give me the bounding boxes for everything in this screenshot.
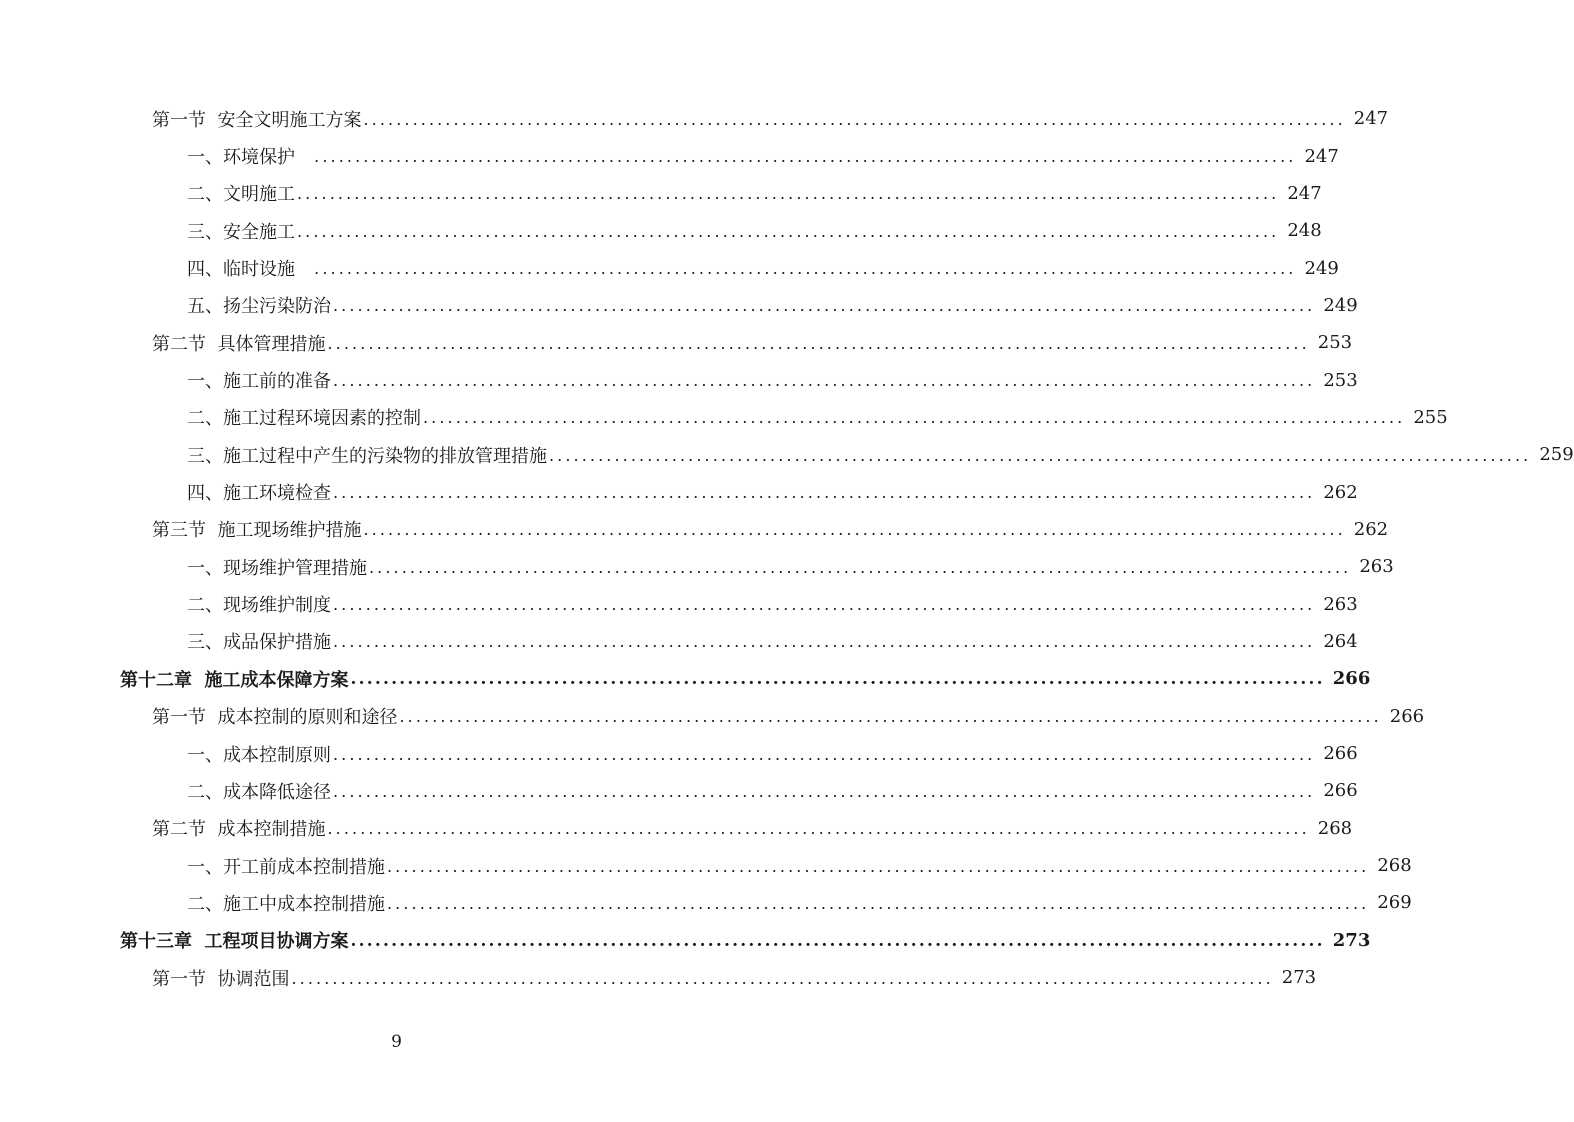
dot-leader: ........................................................................................................................ — [350, 669, 1325, 690]
toc-entry-title: 第一节 安全文明施工方案 — [152, 109, 362, 131]
toc-entry — [0, 287, 1358, 324]
toc-entry-title: 第三节 施工现场维护措施 — [152, 520, 362, 542]
toc-entry — [0, 324, 1353, 361]
toc-entry-page: 263 — [1323, 593, 1358, 615]
dot-leader: ........................................................................................................................ — [350, 930, 1325, 951]
toc-entry-page: 259 — [1539, 444, 1574, 466]
dot-leader: ........................................................................................................................ — [363, 520, 1346, 540]
toc-entry-page: 247 — [1353, 108, 1389, 130]
toc-entry — [0, 698, 1425, 735]
page-number: 9 — [391, 1032, 402, 1052]
toc-entry-title: 二、成本降低途径 — [187, 781, 331, 803]
toc-entry-title: 三、成品保护措施 — [187, 632, 331, 654]
dot-leader: ........................................................................................................................ — [333, 781, 1316, 801]
toc-entry-page: 273 — [1281, 967, 1317, 989]
toc-entry-title: 一、成本控制原则 — [187, 744, 331, 766]
toc-entry-title: 一、施工前的准备 — [187, 371, 331, 393]
dot-leader: ........................................................................................................................ — [369, 557, 1352, 577]
toc-entry-title: 第二节 具体管理措施 — [152, 333, 326, 355]
toc-entry-page: 273 — [1332, 929, 1371, 951]
toc-entry — [0, 100, 1389, 137]
toc-entry-page: 247 — [1304, 145, 1339, 167]
toc-entry-title: 四、临时设施 — [187, 259, 313, 281]
toc-entry-page: 263 — [1359, 556, 1394, 578]
toc-entry-page: 266 — [1323, 780, 1358, 802]
toc-entry — [0, 175, 1322, 212]
toc-entry-title: 三、施工过程中产生的污染物的排放管理措施 — [187, 445, 547, 467]
toc-entry — [0, 137, 1339, 174]
dot-leader: ........................................................................................................................ — [333, 483, 1316, 503]
toc-entry — [0, 922, 1371, 959]
toc-entry-title: 二、现场维护制度 — [187, 595, 331, 617]
toc-entry-page: 248 — [1287, 220, 1322, 242]
toc-entry-title: 四、施工环境检查 — [187, 483, 331, 505]
toc-entry — [0, 436, 1574, 473]
dot-leader: ........................................................................................................................ — [314, 147, 1297, 167]
dot-leader: ........................................................................................................................ — [387, 856, 1370, 876]
toc-entry-page: 268 — [1317, 817, 1353, 839]
toc-entry-title: 第十三章 工程项目协调方案 — [120, 931, 349, 953]
toc-entry-title: 一、现场维护管理措施 — [187, 557, 367, 579]
toc-entry-title: 二、施工过程环境因素的控制 — [187, 408, 421, 430]
toc-entry-title: 一、环境保护 — [187, 147, 313, 169]
toc-entry-title: 第十二章 施工成本保障方案 — [120, 669, 349, 691]
toc-entry-page: 266 — [1323, 743, 1358, 765]
toc-entry — [0, 959, 1317, 996]
toc-entry-page: 249 — [1323, 294, 1358, 316]
dot-leader: ........................................................................................................................ — [333, 744, 1316, 764]
toc-entry-page: 253 — [1323, 369, 1358, 391]
toc-entry-page: 266 — [1332, 668, 1371, 690]
dot-leader: ........................................................................................................................ — [291, 968, 1274, 988]
toc-entry — [0, 212, 1322, 249]
toc-entry — [0, 511, 1389, 548]
toc-entry — [0, 361, 1358, 398]
dot-leader: ........................................................................................................................ — [333, 371, 1316, 391]
dot-leader: ........................................................................................................................ — [363, 109, 1346, 129]
toc-entry-page: 247 — [1287, 182, 1322, 204]
toc-entry-title: 五、扬尘污染防治 — [187, 296, 331, 318]
toc-entry — [0, 585, 1358, 622]
table-of-contents — [0, 100, 1574, 996]
toc-entry-page: 255 — [1413, 406, 1448, 428]
toc-entry-page: 249 — [1304, 257, 1339, 279]
toc-entry — [0, 623, 1358, 660]
toc-entry-title: 第二节 成本控制措施 — [152, 819, 326, 841]
toc-entry — [0, 772, 1358, 809]
dot-leader: ........................................................................................................................ — [423, 408, 1406, 428]
toc-entry — [0, 249, 1339, 286]
dot-leader: ........................................................................................................................ — [297, 184, 1280, 204]
toc-entry-title: 第一节 成本控制的原则和途径 — [152, 707, 398, 729]
toc-entry — [0, 399, 1448, 436]
toc-entry — [0, 847, 1412, 884]
dot-leader: ........................................................................................................................ — [333, 296, 1316, 316]
toc-entry — [0, 735, 1358, 772]
dot-leader: ........................................................................................................................ — [387, 893, 1370, 913]
dot-leader: ........................................................................................................................ — [333, 632, 1316, 652]
toc-entry — [0, 884, 1412, 921]
dot-leader: ........................................................................................................................ — [327, 333, 1310, 353]
dot-leader: ........................................................................................................................ — [399, 707, 1382, 727]
dot-leader: ........................................................................................................................ — [297, 221, 1280, 241]
toc-entry-title: 二、施工中成本控制措施 — [187, 893, 385, 915]
dot-leader: ........................................................................................................................ — [327, 819, 1310, 839]
dot-leader: ........................................................................................................................ — [549, 445, 1532, 465]
toc-entry-page: 262 — [1353, 518, 1389, 540]
toc-entry-page: 262 — [1323, 481, 1358, 503]
toc-entry-title: 三、安全施工 — [187, 221, 295, 243]
toc-entry — [0, 473, 1358, 510]
dot-leader: ........................................................................................................................ — [333, 595, 1316, 615]
toc-entry-title: 一、开工前成本控制措施 — [187, 856, 385, 878]
toc-entry-page: 264 — [1323, 630, 1358, 652]
toc-entry — [0, 548, 1394, 585]
toc-entry — [0, 660, 1371, 697]
toc-entry-page: 266 — [1389, 705, 1425, 727]
toc-entry-page: 253 — [1317, 332, 1353, 354]
toc-entry-page: 269 — [1377, 892, 1412, 914]
toc-entry-page: 268 — [1377, 855, 1412, 877]
toc-entry-title: 第一节 协调范围 — [152, 968, 290, 990]
toc-entry-title: 二、文明施工 — [187, 184, 295, 206]
dot-leader: ........................................................................................................................ — [314, 259, 1297, 279]
toc-entry — [0, 810, 1353, 847]
